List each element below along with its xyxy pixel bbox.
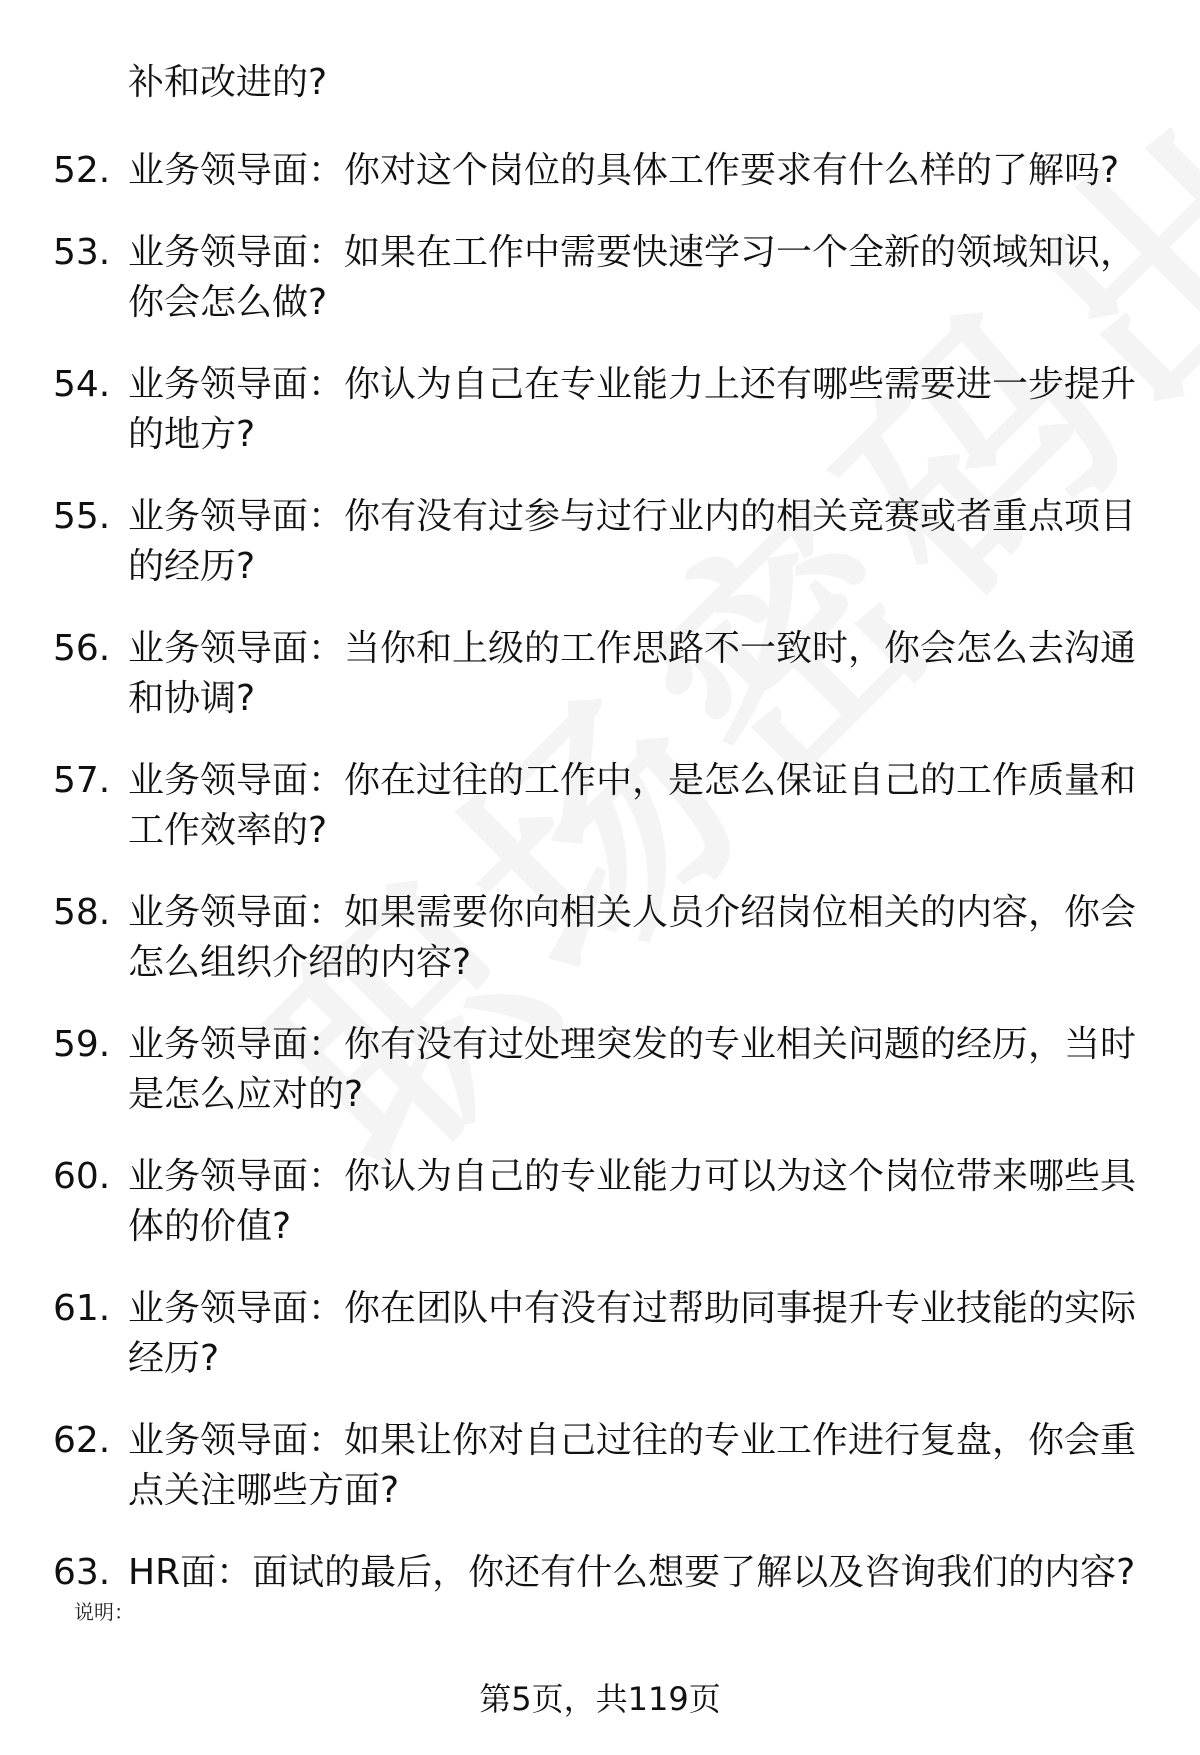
question-line: 和协调? bbox=[128, 678, 256, 719]
question-item bbox=[0, 1284, 1200, 1416]
question-item bbox=[0, 756, 1200, 888]
question-line: 业务领导面：你在团队中有没有过帮助同事提升专业技能的实际 bbox=[128, 1288, 1137, 1329]
question-line: 是怎么应对的? bbox=[128, 1074, 364, 1115]
question-line: 业务领导面：你认为自己在专业能力上还有哪些需要进一步提升 bbox=[128, 364, 1137, 405]
question-item bbox=[0, 146, 1200, 228]
question-number: 60. bbox=[53, 1156, 111, 1197]
continued-question-text: 补和改进的? bbox=[128, 62, 328, 103]
question-line: 体的价值? bbox=[128, 1206, 292, 1247]
question-item bbox=[0, 888, 1200, 1020]
question-number: 63. bbox=[53, 1552, 111, 1593]
question-line: 怎么组织介绍的内容? bbox=[128, 942, 472, 983]
question-item bbox=[0, 360, 1200, 492]
question-line: 的经历? bbox=[128, 546, 256, 587]
question-number: 56. bbox=[53, 628, 111, 669]
question-number: 58. bbox=[53, 892, 111, 933]
question-list bbox=[0, 146, 1200, 1630]
question-text bbox=[128, 228, 1140, 328]
question-number: 52. bbox=[53, 150, 111, 191]
question-text bbox=[128, 360, 1140, 460]
question-item bbox=[0, 492, 1200, 624]
question-item bbox=[0, 624, 1200, 756]
question-number: 59. bbox=[53, 1024, 111, 1065]
question-line: 业务领导面：如果让你对自己过往的专业工作进行复盘，你会重 bbox=[128, 1420, 1137, 1461]
question-number: 55. bbox=[53, 496, 111, 537]
question-line: HR面：面试的最后，你还有什么想要了解以及咨询我们的内容? bbox=[128, 1552, 1136, 1593]
question-line: 业务领导面：你在过往的工作中，是怎么保证自己的工作质量和 bbox=[128, 760, 1137, 801]
question-text bbox=[128, 624, 1140, 724]
question-number: 61. bbox=[53, 1288, 111, 1329]
question-item bbox=[0, 1152, 1200, 1284]
question-item bbox=[0, 1548, 1200, 1630]
question-item bbox=[0, 1416, 1200, 1548]
question-line: 业务领导面：如果在工作中需要快速学习一个全新的领域知识， bbox=[128, 232, 1137, 273]
question-item bbox=[0, 1020, 1200, 1152]
question-line: 业务领导面：你对这个岗位的具体工作要求有什么样的了解吗? bbox=[128, 150, 1120, 191]
question-line: 经历? bbox=[128, 1338, 220, 1379]
question-number: 54. bbox=[53, 364, 111, 405]
question-number: 57. bbox=[53, 760, 111, 801]
question-line: 的地方? bbox=[128, 414, 256, 455]
note-label: 说明： bbox=[74, 1600, 134, 1624]
question-text bbox=[128, 1548, 1140, 1598]
question-line: 点关注哪些方面? bbox=[128, 1470, 400, 1511]
question-number: 53. bbox=[53, 232, 111, 273]
question-line: 你会怎么做? bbox=[128, 282, 328, 323]
question-text bbox=[128, 756, 1140, 856]
question-text bbox=[128, 146, 1140, 196]
question-text bbox=[128, 1152, 1140, 1252]
question-item bbox=[0, 228, 1200, 360]
question-line: 业务领导面：你有没有过参与过行业内的相关竞赛或者重点项目 bbox=[128, 496, 1137, 537]
question-line: 业务领导面：当你和上级的工作思路不一致时，你会怎么去沟通 bbox=[128, 628, 1137, 669]
question-text bbox=[128, 1020, 1140, 1120]
question-number: 62. bbox=[53, 1420, 111, 1461]
question-text bbox=[128, 1416, 1140, 1516]
page-number: 第5页，共119页 bbox=[479, 1680, 721, 1718]
question-line: 业务领导面：你认为自己的专业能力可以为这个岗位带来哪些具 bbox=[128, 1156, 1137, 1197]
question-text bbox=[128, 1284, 1140, 1384]
question-text bbox=[128, 888, 1140, 988]
question-text bbox=[128, 492, 1140, 592]
question-line: 业务领导面：如果需要你向相关人员介绍岗位相关的内容，你会 bbox=[128, 892, 1137, 933]
question-line: 工作效率的? bbox=[128, 810, 328, 851]
question-line: 业务领导面：你有没有过处理突发的专业相关问题的经历，当时 bbox=[128, 1024, 1137, 1065]
